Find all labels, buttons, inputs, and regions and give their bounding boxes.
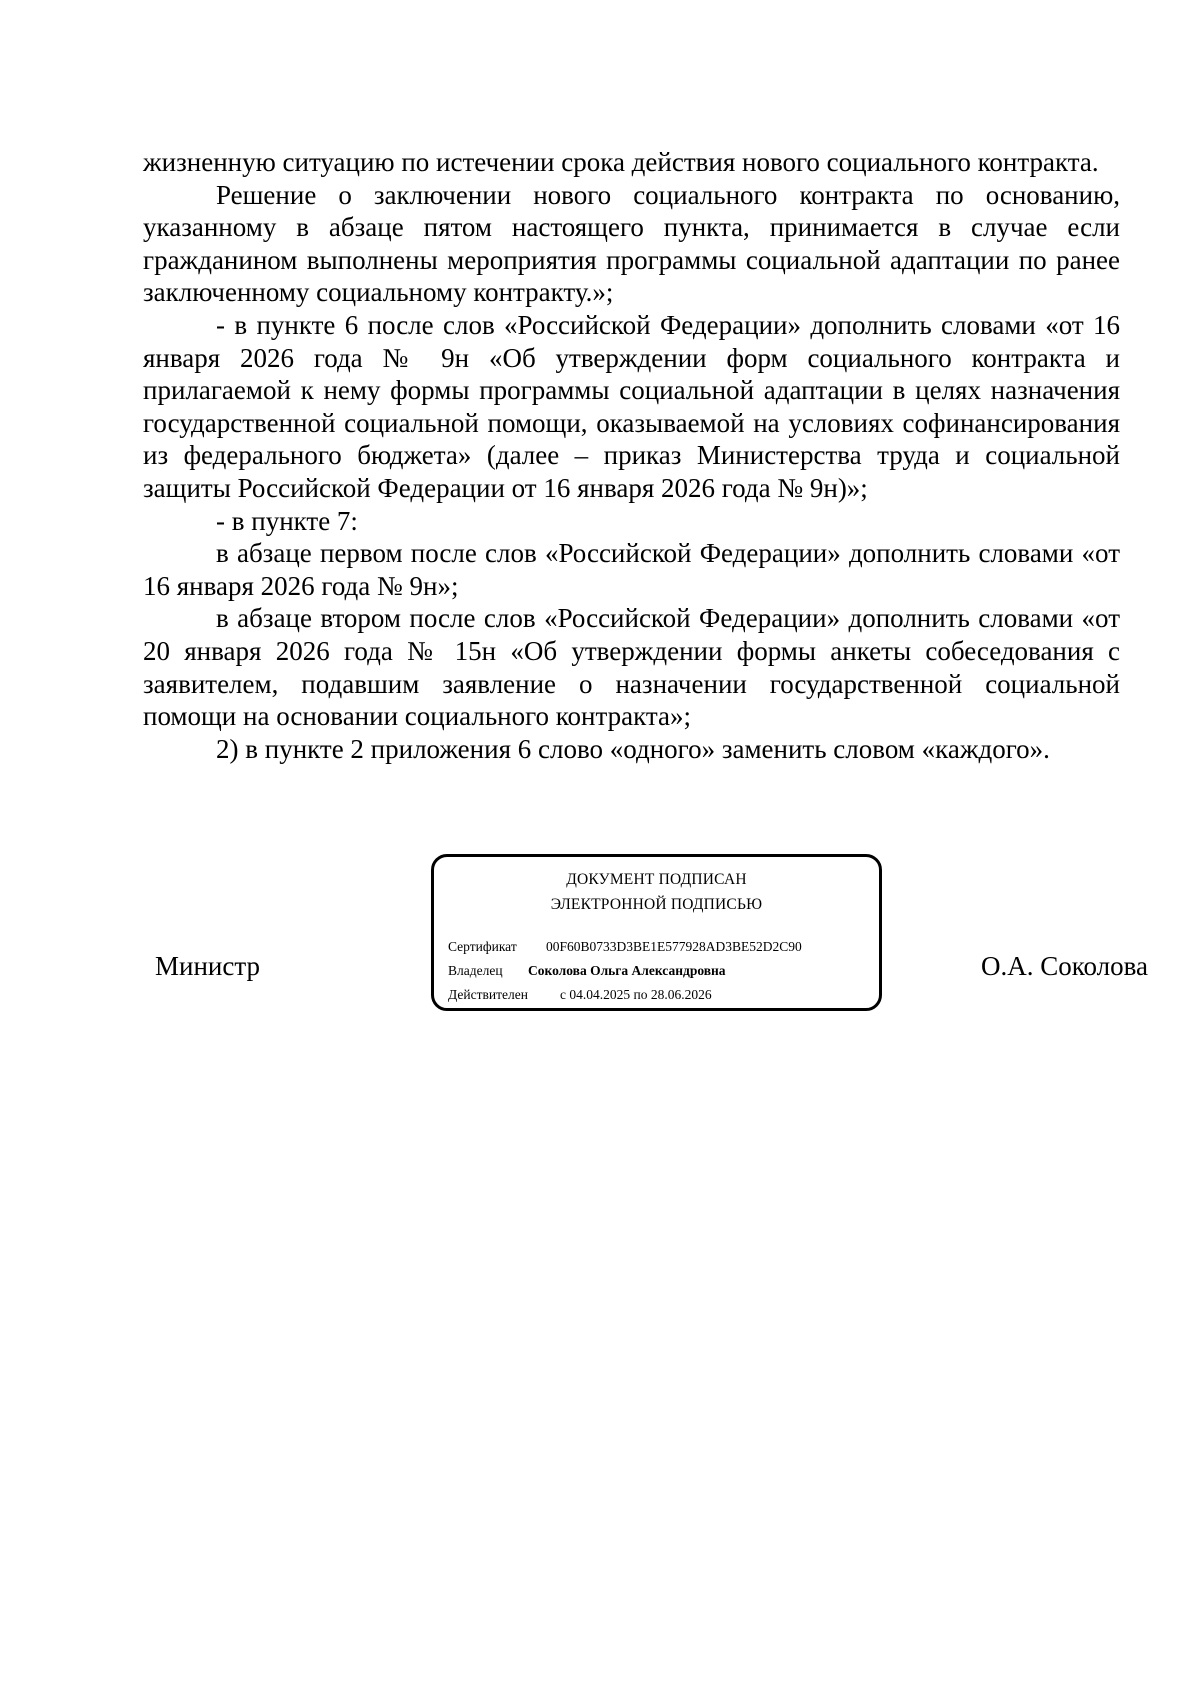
document-body [143,146,1120,765]
stamp-heading-line: ДОКУМЕНТ ПОДПИСАН [566,871,747,888]
paragraph: жизненную ситуацию по истечении срока действия нового социального контракта. [143,147,1099,177]
stamp-certificate-label: Сертификат [448,939,517,954]
stamp-validity-value: с 04.04.2025 по 28.06.2026 [560,987,712,1002]
stamp-heading [434,867,879,917]
signatory-name: О.А. Соколова [981,951,1148,981]
stamp-owner-row [448,961,726,981]
stamp-validity-row [448,985,712,1005]
stamp-validity-label: Действителен [448,987,528,1002]
paragraph: - в пункте 7: [216,505,358,536]
stamp-heading-line: ЭЛЕКТРОННОЙ ПОДПИСЬЮ [550,896,763,913]
paragraph: - в пункте 6 после слов «Российской Федерации» дополнить словами «от 16 января 2026 года № 9н «Об утверждении форм социального контракта и прилагаемой к нему формы программы социальной адаптации в целях назначения государственной социальной помощи, оказываемой на условиях софинансирования из федерального бюджета» (далее – приказ Министерства труда и социальной защиты Российской Федерации от 16 января 2026 года № 9н)»; [143,309,1120,503]
paragraph: в абзаце первом после слов «Российской Федерации» дополнить словами «от 16 января 2026 года № 9н»; [143,538,1120,601]
paragraph: в абзаце втором после слов «Российской Федерации» дополнить словами «от 20 января 2026 года № 15н «Об утверждении формы анкеты собеседования с заявителем, подавшим заявление о назначении государственной социальной помощи на основании социального контракта»; [143,603,1120,732]
signature-block [0,850,1200,1020]
stamp-owner-value: Соколова Ольга Александровна [528,963,726,978]
stamp-owner-label: Владелец [448,963,503,978]
electronic-signature-stamp [431,854,882,1011]
stamp-certificate-row [448,937,802,957]
signatory-title: Министр [155,951,260,981]
paragraph: 2) в пункте 2 приложения 6 слово «одного» заменить словом «каждого». [216,733,1050,764]
paragraph: Решение о заключении нового социального контракта по основанию, указанному в абзаце пятом настоящего пункта, принимается в случае если гражданином выполнены мероприятия программы социальной адаптации по ранее заключенному социальному контракту.»; [143,179,1120,308]
stamp-certificate-value: 00F60B0733D3BE1E577928AD3BE52D2C90 [546,939,802,954]
